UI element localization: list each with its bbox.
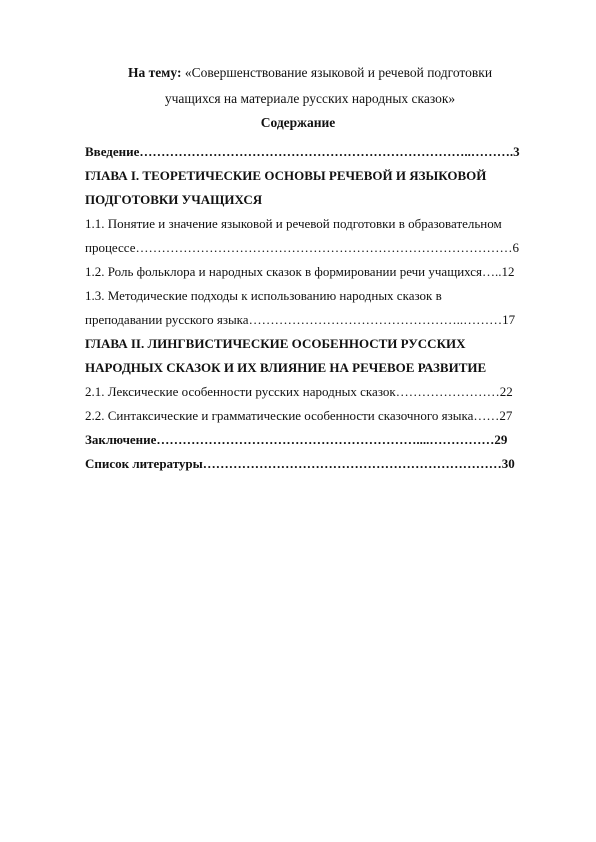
toc-entry-1-2: 1.2. Роль фольклора и народных сказок в формировании речи учащихся…..12: [85, 264, 515, 279]
toc-entry-chapter-2-line-2: НАРОДНЫХ СКАЗОК И ИХ ВЛИЯНИЕ НА РЕЧЕВОЕ РАЗВИТИЕ: [85, 360, 487, 375]
toc-entry-1-1-line-1: 1.1. Понятие и значение языковой и речевой подготовки в образовательном: [85, 216, 502, 231]
toc-entry-references: Список литературы……………………………………………………………30: [85, 456, 515, 471]
topic-line-2: учащихся на материале русских народных сказок»: [164, 91, 456, 106]
toc-entry-2-1: 2.1. Лексические особенности русских народных сказок……………………22: [85, 384, 513, 399]
toc-entry-1-3-line-2: преподавании русского языка…………………………………………..………17: [85, 312, 516, 327]
toc-entry-chapter-1-line-1: ГЛАВА I. ТЕОРЕТИЧЕСКИЕ ОСНОВЫ РЕЧЕВОЙ И ЯЗЫКОВОЙ: [85, 168, 487, 183]
toc-entry-introduction: Введение…………………………………………………………………..……….3: [85, 144, 520, 159]
topic-line-1: [80, 60, 540, 86]
table-of-contents: [85, 140, 555, 476]
topic-label: На тему:: [127, 65, 182, 80]
toc-entry-conclusion: Заключение……………………………………………………....……………29: [85, 432, 508, 447]
toc-entry-1-3-line-1: 1.3. Методические подходы к использованию народных сказок в: [85, 288, 442, 303]
toc-entry-chapter-1-line-2: ПОДГОТОВКИ УЧАЩИХСЯ: [85, 192, 263, 207]
toc-entry-2-2: 2.2. Синтаксические и грамматические особенности сказочного языка……27: [85, 408, 513, 423]
topic-title-part-1: «Совершенствование языковой и речевой подготовки: [181, 65, 493, 80]
topic-block: [80, 60, 540, 112]
toc-entry-1-1-line-2: процессе……………………………………………………………………………6: [85, 240, 519, 255]
contents-title: Содержание: [260, 115, 336, 130]
toc-entry-chapter-2-line-1: ГЛАВА II. ЛИНГВИСТИЧЕСКИЕ ОСОБЕННОСТИ РУССКИХ: [85, 336, 466, 351]
